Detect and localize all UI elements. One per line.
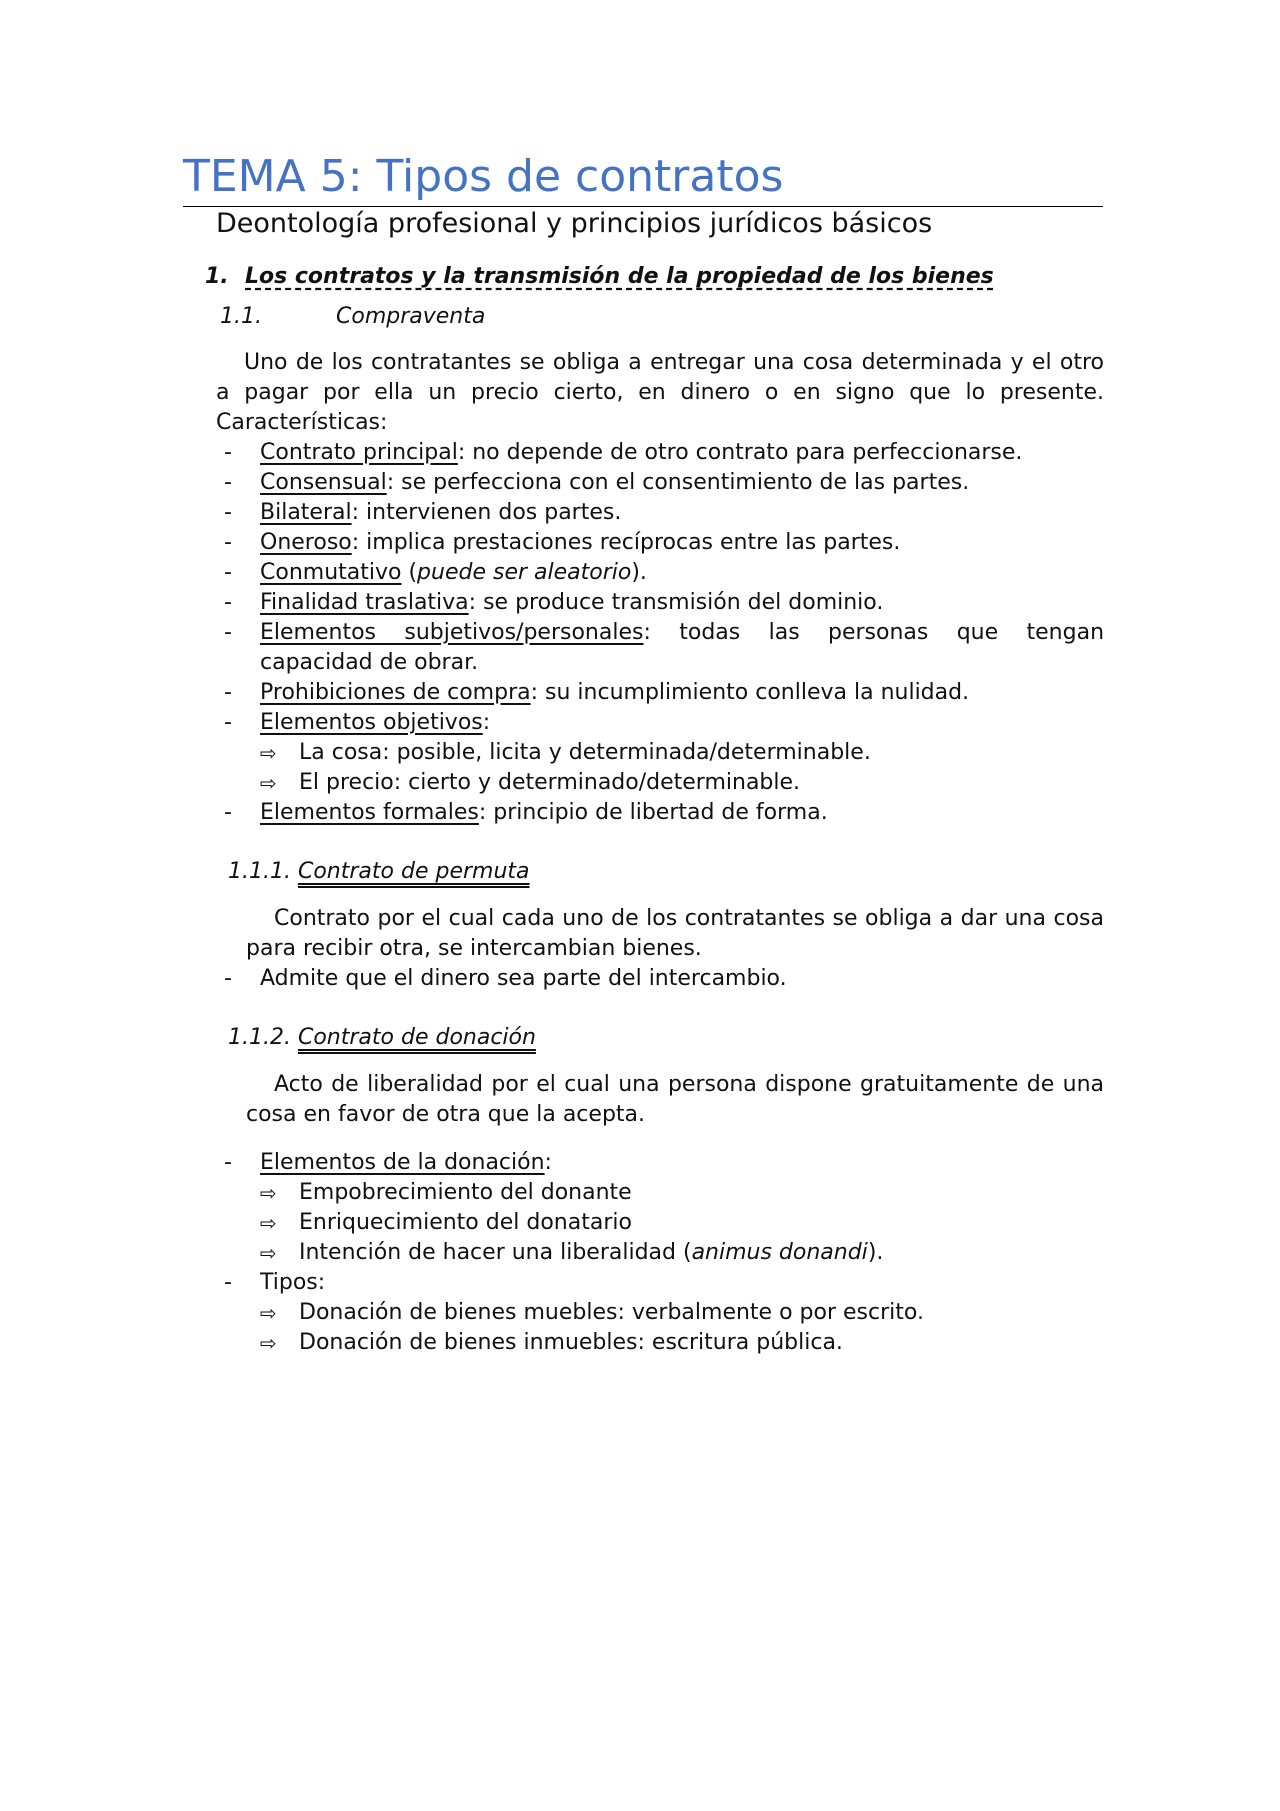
section-1-heading — [205, 262, 994, 292]
sub-list-item-text: Donación de bienes inmuebles: escritura pública. — [299, 1330, 843, 1355]
list-item-term: Elementos subjetivos/personales — [260, 620, 644, 645]
sub-list-item — [260, 1298, 924, 1328]
list-item — [224, 528, 1104, 558]
sub-list-item-text: La cosa: posible, licita y determinada/determinable. — [299, 740, 871, 765]
list-item-term: Oneroso — [260, 530, 352, 555]
list-item-text: : se produce transmisión del dominio. — [468, 590, 884, 615]
list-item — [224, 498, 1104, 528]
list-item-text: : implica prestaciones recíprocas entre las partes. — [351, 530, 901, 555]
arrow-right-icon: ⇨ — [260, 1241, 277, 1265]
list-item-text: : todas las personas que tengan — [643, 620, 1105, 645]
section-1-1-2-title: Contrato de donación — [297, 1025, 536, 1050]
section-1-number: 1. — [205, 264, 229, 289]
dash-bullet: - — [224, 1150, 232, 1175]
dash-bullet: - — [224, 440, 232, 465]
list-item — [224, 708, 1104, 738]
list-item-text: : intervienen dos partes. — [351, 500, 622, 525]
sub-list-item-italic: animus donandi — [691, 1240, 868, 1265]
section-1-1-2-number: 1.1.2. — [228, 1025, 291, 1050]
dash-bullet: - — [224, 530, 232, 555]
sub-list-item — [260, 1238, 883, 1268]
section-1-1-title: Compraventa — [336, 304, 486, 329]
list-item-text: : — [482, 710, 491, 735]
list-item — [224, 468, 1104, 498]
sub-list-item-text: Empobrecimiento del donante — [299, 1180, 632, 1205]
arrow-right-icon: ⇨ — [260, 1331, 277, 1355]
dash-bullet: - — [224, 590, 232, 615]
list-item-term: Elementos formales — [260, 800, 479, 825]
permuta-intro: Contrato por el cual cada uno de los contratantes se obliga a dar una cosa para recibir otra, se intercambian bienes. — [246, 906, 1104, 961]
sub-list-item-text: Enriquecimiento del donatario — [299, 1210, 632, 1235]
sub-list-item — [260, 1208, 632, 1238]
list-item-text: Tipos: — [260, 1270, 326, 1295]
list-item-term: Contrato principal — [260, 440, 458, 465]
list-item — [224, 588, 1104, 618]
dash-bullet: - — [224, 800, 232, 825]
list-item-text: Admite que el dinero sea parte del intercambio. — [260, 966, 787, 991]
sub-list-item — [260, 1178, 632, 1208]
list-item-text: : se perfecciona con el consentimiento de las partes. — [386, 470, 970, 495]
arrow-right-icon: ⇨ — [260, 1181, 277, 1205]
dash-bullet: - — [224, 710, 232, 735]
list-item-text: : no depende de otro contrato para perfeccionarse. — [457, 440, 1023, 465]
dash-bullet: - — [224, 966, 232, 991]
dash-bullet: - — [224, 680, 232, 705]
list-item-term: Conmutativo — [260, 560, 402, 585]
list-item — [224, 678, 1104, 708]
list-item-continuation — [224, 648, 1104, 678]
sub-list-item-text: El precio: cierto y determinado/determinable. — [299, 770, 801, 795]
list-item — [224, 558, 1104, 588]
section-1-1-1-number: 1.1.1. — [228, 859, 291, 884]
arrow-right-icon: ⇨ — [260, 1211, 277, 1235]
dash-bullet: - — [224, 500, 232, 525]
section-1-1-2-heading — [228, 1023, 536, 1053]
list-item-italic: puede ser aleatorio — [417, 560, 632, 585]
section-1-1-1-title: Contrato de permuta — [297, 859, 530, 884]
list-item — [224, 798, 1104, 828]
page-subtitle: Deontología profesional y principios jurídicos básicos — [216, 208, 933, 239]
dash-bullet: - — [224, 470, 232, 495]
dash-bullet: - — [224, 560, 232, 585]
list-item — [224, 618, 1104, 648]
sub-list-item-text: Donación de bienes muebles: verbalmente o por escrito. — [299, 1300, 924, 1325]
list-item — [224, 1148, 1104, 1178]
list-item-text: : principio de libertad de forma. — [478, 800, 828, 825]
list-item-text: ). — [631, 560, 647, 585]
sub-list-item — [260, 738, 871, 768]
list-item — [224, 964, 1104, 994]
sub-list-item — [260, 768, 800, 798]
list-item-text: : — [544, 1150, 552, 1175]
sub-list-item-text: Intención de hacer una liberalidad ( — [299, 1240, 692, 1265]
list-item-term: Elementos objetivos — [260, 710, 483, 735]
list-item-term: Bilateral — [260, 500, 352, 525]
list-item — [224, 438, 1104, 468]
section-1-1-1-heading — [228, 857, 530, 887]
list-item-term: Elementos de la donación — [260, 1150, 545, 1175]
arrow-right-icon: ⇨ — [260, 741, 277, 765]
arrow-right-icon: ⇨ — [260, 1301, 277, 1325]
sub-list-item-text: ). — [867, 1240, 884, 1265]
section-1-title: Los contratos y la transmisión de la propiedad de los bienes — [245, 264, 994, 289]
list-item-term: Finalidad traslativa — [260, 590, 469, 615]
list-item — [224, 1268, 1104, 1298]
list-item-term: Prohibiciones de compra — [260, 680, 531, 705]
dash-bullet: - — [224, 1270, 232, 1295]
page-title: TEMA 5: Tipos de contratos — [183, 150, 1103, 207]
list-item-text: capacidad de obrar. — [260, 650, 479, 675]
compraventa-intro: Uno de los contratantes se obliga a entregar una cosa determinada y el otro a pagar por ella un precio cierto, en dinero o en signo que lo presente. Características: — [216, 350, 1104, 435]
section-1-1-number: 1.1. — [220, 304, 262, 329]
arrow-right-icon: ⇨ — [260, 771, 277, 795]
sub-list-item — [260, 1328, 843, 1358]
list-item-term: Consensual — [260, 470, 387, 495]
list-item-text: ( — [401, 560, 418, 585]
donacion-intro: Acto de liberalidad por el cual una persona dispone gratuitamente de una cosa en favor de otra que la acepta. — [246, 1072, 1104, 1127]
dash-bullet: - — [224, 620, 232, 645]
list-item-text: : su incumplimiento conlleva la nulidad. — [530, 680, 970, 705]
section-1-1-heading — [220, 302, 485, 332]
